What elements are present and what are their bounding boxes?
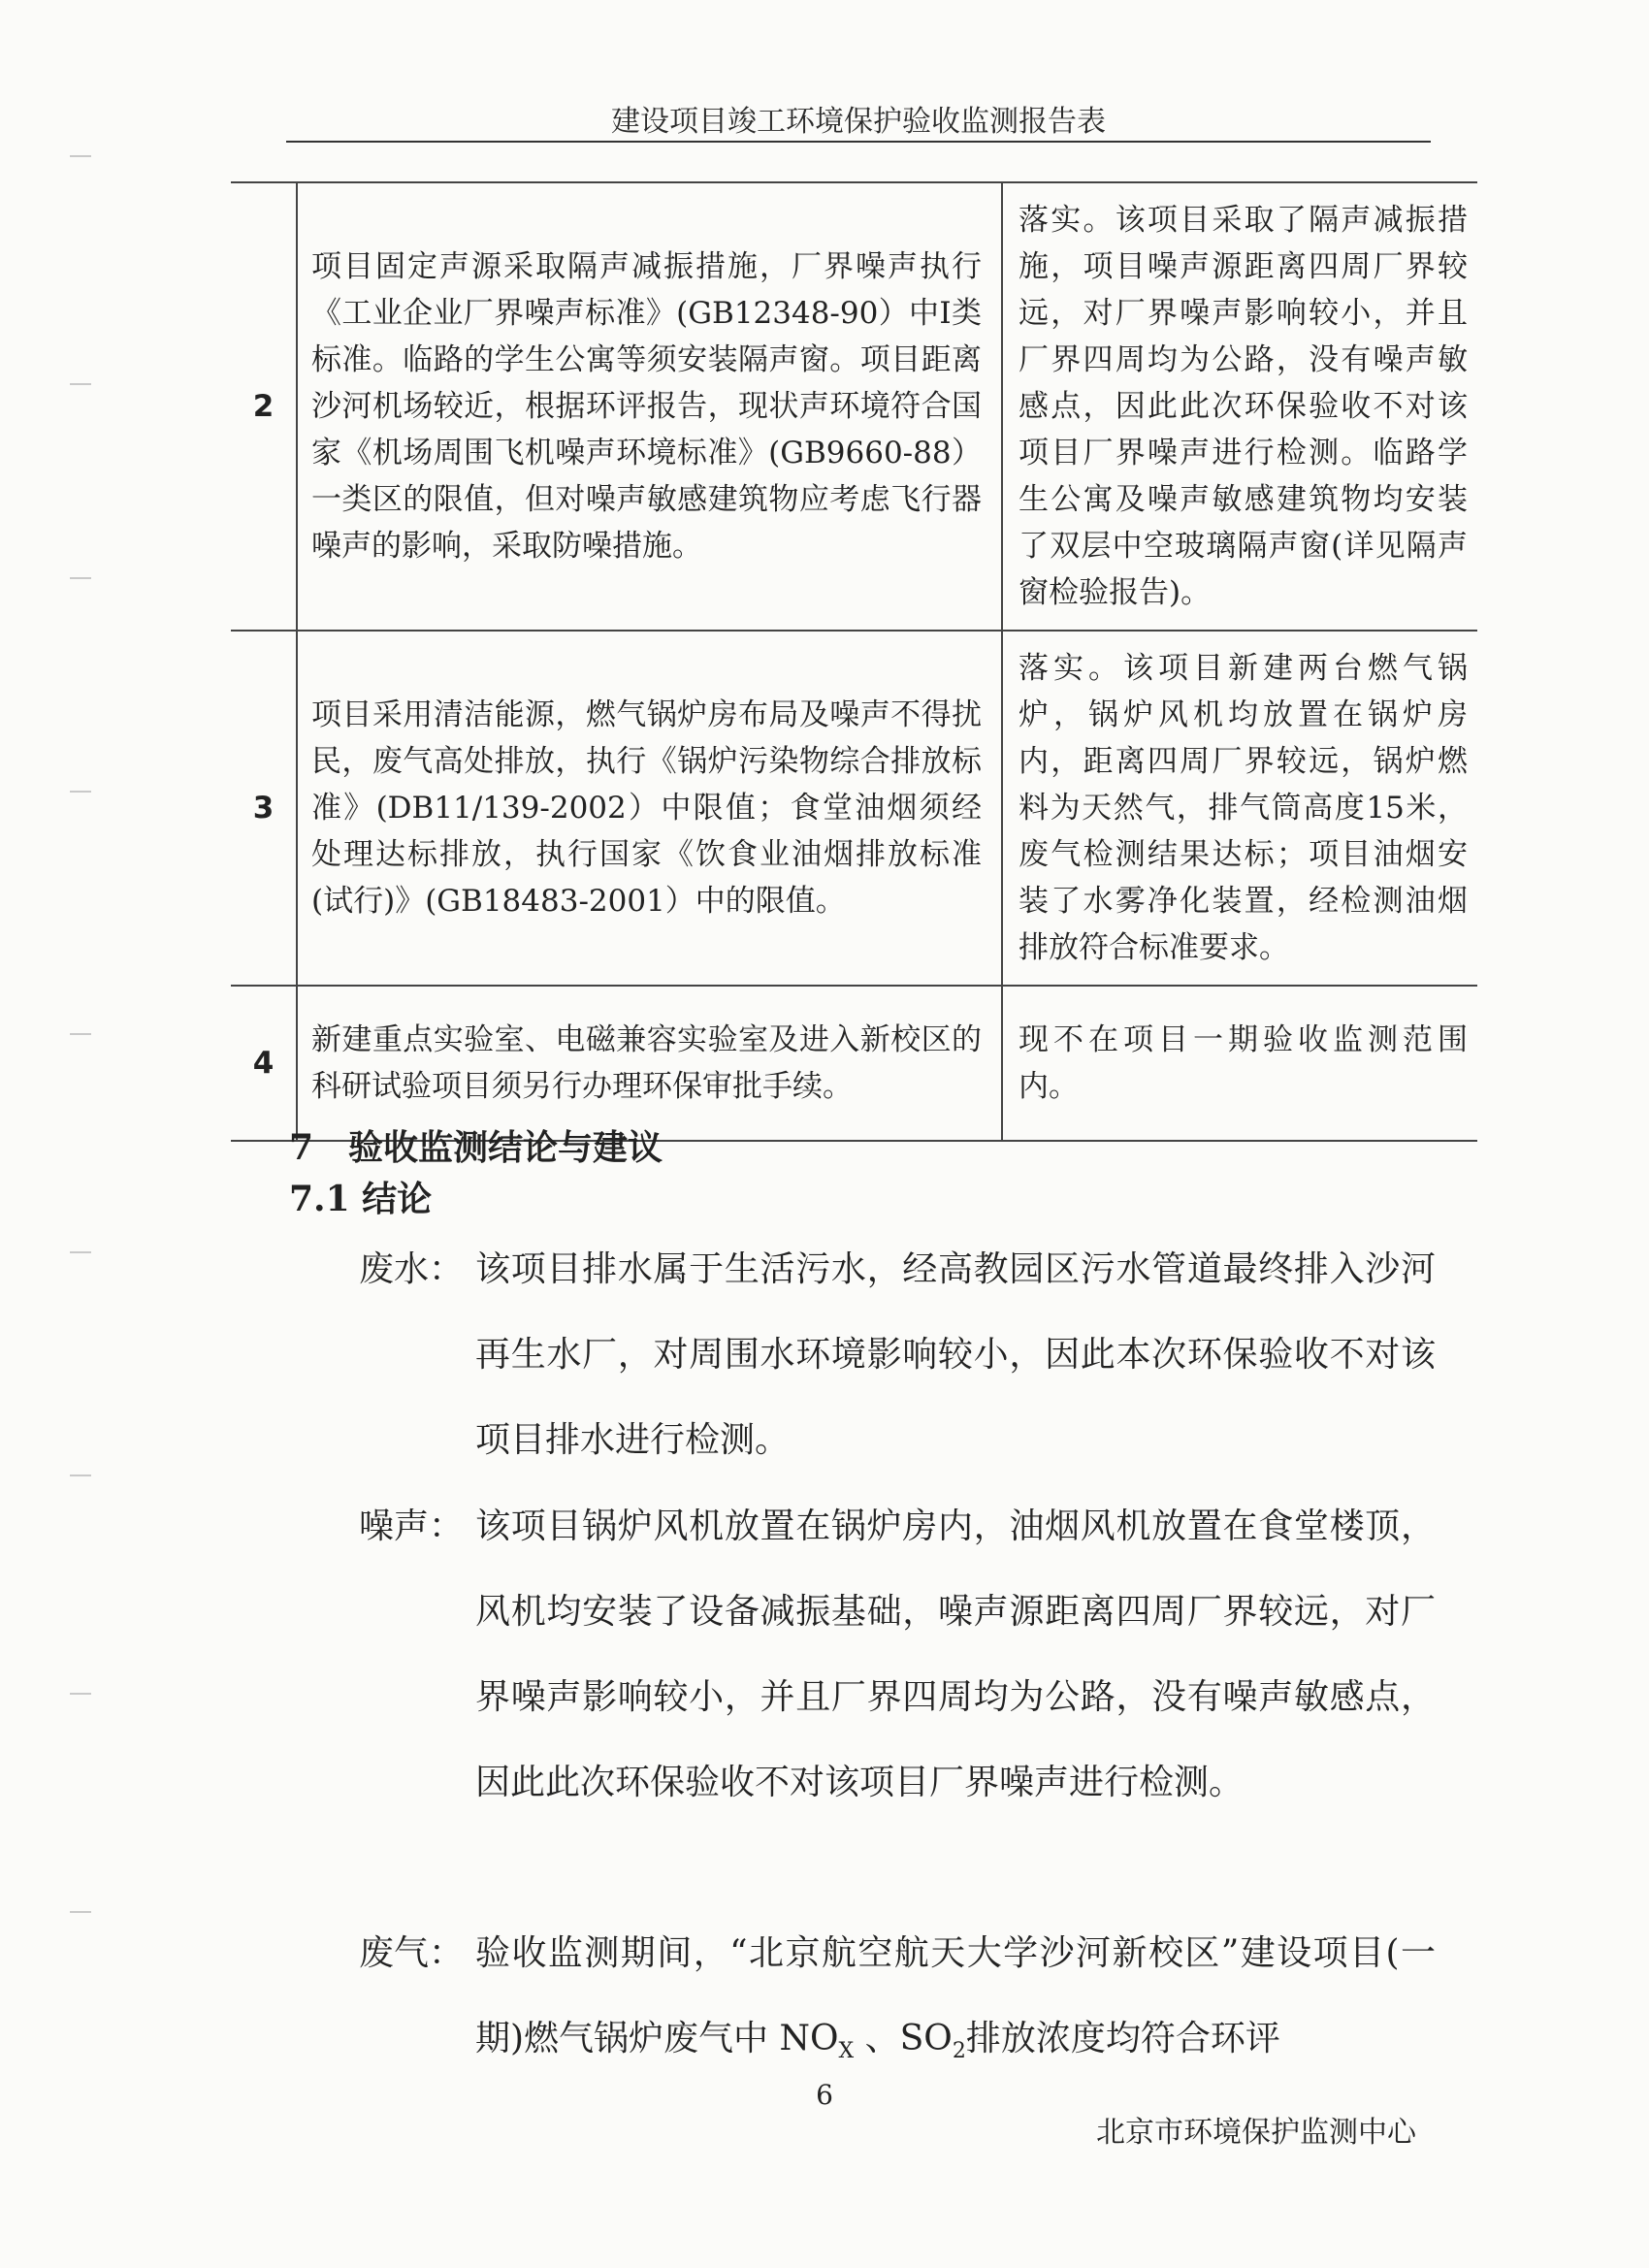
table-row bbox=[231, 631, 1477, 986]
binding-mark bbox=[70, 1251, 91, 1253]
nox-formula: $NO_X$ bbox=[779, 2019, 855, 2064]
row-number: 2 bbox=[231, 182, 297, 631]
conclusion-noise bbox=[359, 1484, 1436, 1826]
conclusion-wastewater bbox=[359, 1227, 1436, 1483]
table-row bbox=[231, 986, 1477, 1141]
requirement-cell: 项目固定声源采取隔声减振措施，厂界噪声执行《工业企业厂界噪声标准》(GB12348-90）中Ⅰ类标准。临路的学生公寓等须安装隔声窗。项目距离沙河机场较近，根据环评报告，现状声环境符合国家《机场周围飞机噪声环境标准》(GB9660-88）一类区的限值，但对噪声敏感建筑物应考虑飞行器噪声的影响，采取防噪措施。 bbox=[297, 182, 1002, 631]
conclusion-label: 噪声： bbox=[359, 1507, 465, 1546]
binding-mark bbox=[70, 1033, 91, 1035]
exhaust-text-after: 排放浓度均符合环评 bbox=[965, 2019, 1280, 2058]
conclusion-label: 废气： bbox=[359, 1933, 465, 1973]
binding-mark bbox=[70, 1911, 91, 1913]
so2-formula: $SO_2$ bbox=[899, 2019, 966, 2064]
implementation-cell: 落实。该项目采取了隔声减振措施，项目噪声源距离四周厂界较远，对厂界噪声影响较小，并且厂界四周均为公路，没有噪声敏感点，因此此次环保验收不对该项目厂界噪声进行检测。临路学生公寓及噪声敏感建筑物均安装了双层中空玻璃隔声窗(详见隔声窗检验报告)。 bbox=[1002, 182, 1477, 631]
binding-mark bbox=[70, 383, 91, 385]
conclusion-exhaust bbox=[359, 1911, 1436, 2094]
binding-mark bbox=[70, 577, 91, 579]
binding-mark bbox=[70, 155, 91, 157]
subsection-heading: 7.1 结论 bbox=[289, 1179, 433, 1219]
requirement-cell: 项目采用清洁能源，燃气锅炉房布局及噪声不得扰民，废气高处排放，执行《锅炉污染物综合排放标准》(DB11/139-2002）中限值；食堂油烟须经处理达标排放，执行国家《饮食业油烟排放标准(试行)》(GB18483-2001）中的限值。 bbox=[297, 631, 1002, 986]
implementation-cell: 落实。该项目新建两台燃气锅炉，锅炉风机均放置在锅炉房内，距离四周厂界较远，锅炉燃料为天然气，排气筒高度15米，废气检测结果达标；项目油烟安装了水雾净化装置，经检测油烟排放符合标准要求。 bbox=[1002, 631, 1477, 986]
row-number: 3 bbox=[231, 631, 297, 986]
requirements-table bbox=[231, 181, 1477, 1142]
organization-footer: 北京市环境保护监测中心 bbox=[1096, 2116, 1416, 2150]
implementation-cell: 现不在项目一期验收监测范围内。 bbox=[1002, 986, 1477, 1141]
conclusion-label: 废水： bbox=[359, 1249, 465, 1289]
running-header: 建设项目竣工环境保护验收监测报告表 bbox=[611, 105, 1106, 139]
header-rule bbox=[286, 141, 1431, 143]
page-number: 6 bbox=[816, 2079, 833, 2111]
section-heading: 7 验收监测结论与建议 bbox=[289, 1127, 663, 1168]
requirement-cell: 新建重点实验室、电磁兼容实验室及进入新校区的科研试验项目须另行办理环保审批手续。 bbox=[297, 986, 1002, 1141]
exhaust-text-before: 验收监测期间，“北京航空航天大学沙河新校区”建设项目(一期)燃气锅炉废气中 bbox=[475, 1933, 1436, 2058]
conclusion-text: 该项目排水属于生活污水，经高教园区污水管道最终排入沙河再生水厂，对周围水环境影响较小，因此本次环保验收不对该项目排水进行检测。 bbox=[475, 1249, 1436, 1460]
row-number: 4 bbox=[231, 986, 297, 1141]
conclusion-text bbox=[475, 1911, 1436, 2094]
binding-mark bbox=[70, 1474, 91, 1476]
conclusion-text: 该项目锅炉风机放置在锅炉房内，油烟风机放置在食堂楼顶，风机均安装了设备减振基础，噪声源距离四周厂界较远，对厂界噪声影响较小，并且厂界四周均为公路，没有噪声敏感点，因此此次环保验收不对该项目厂界噪声进行检测。 bbox=[475, 1507, 1436, 1802]
table-row bbox=[231, 182, 1477, 631]
formula-separator: 、 bbox=[854, 2019, 900, 2058]
binding-mark bbox=[70, 1693, 91, 1695]
binding-mark bbox=[70, 791, 91, 793]
